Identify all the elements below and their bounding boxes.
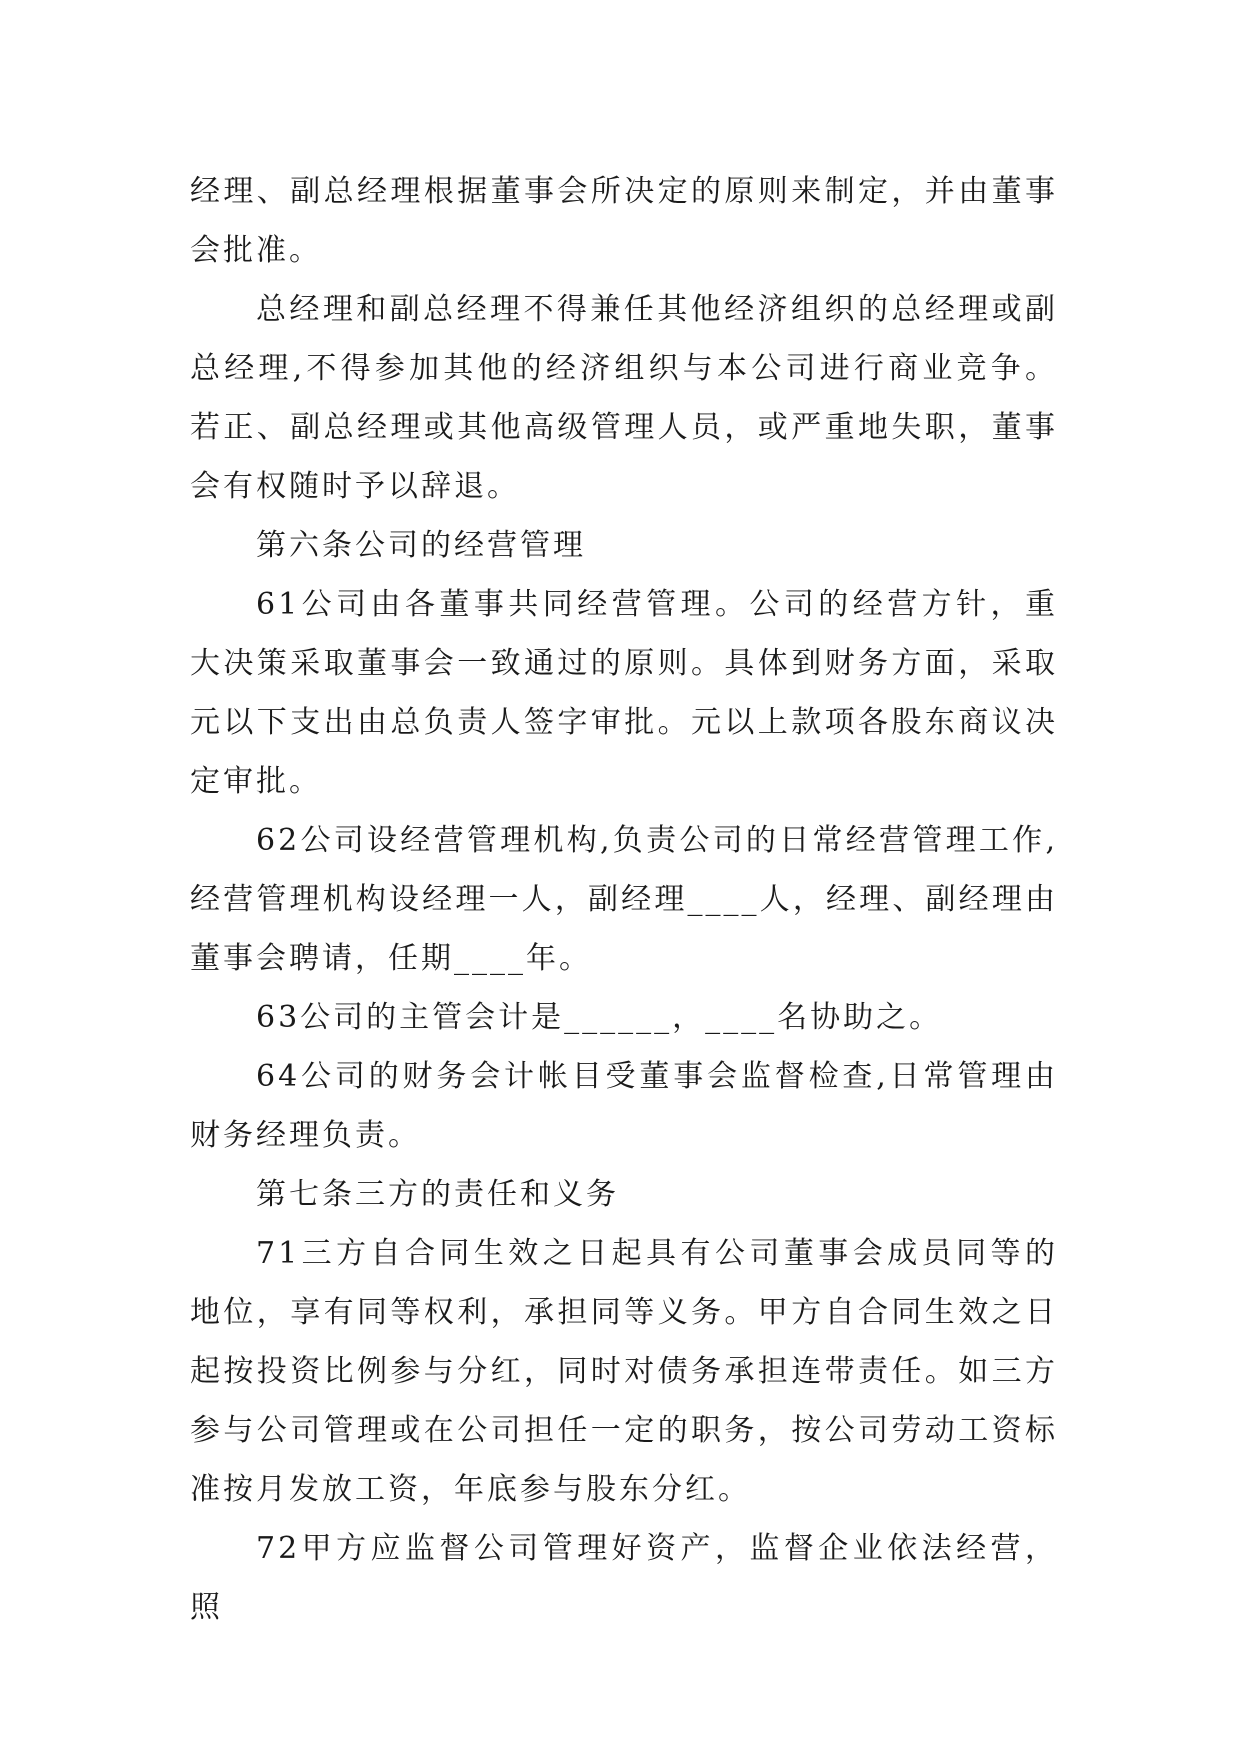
section-heading-article-7: 第七条三方的责任和义务	[256, 1177, 619, 1212]
paragraph-6-4: 64公司的财务会计帐目受董事会监督检查,日常管理由财务经理负责。	[190, 1059, 1058, 1153]
paragraph-7-2: 72甲方应监督公司管理好资产，监督企业依法经营，照	[190, 1531, 1058, 1625]
paragraph-6-1: 61公司由各董事共同经营管理。公司的经营方针，重大决策采取董事会一致通过的原则。具体到财务方面，采取元以下支出由总负责人签字审批。元以上款项各股东商议决定审批。	[190, 587, 1058, 799]
document-body	[190, 162, 1058, 1637]
paragraph-continued-approval: 经理、副总经理根据董事会所决定的原则来制定，并由董事会批准。	[190, 174, 1058, 268]
paragraph-manager-restrictions: 总经理和副总经理不得兼任其他经济组织的总经理或副总经理,不得参加其他的经济组织与本公司进行商业竞争。若正、副总经理或其他高级管理人员，或严重地失职，董事会有权随时予以辞退。	[190, 292, 1058, 504]
paragraph-6-2: 62公司设经营管理机构,负责公司的日常经营管理工作,经营管理机构设经理一人，副经理____人，经理、副经理由董事会聘请，任期____年。	[190, 823, 1058, 976]
paragraph-7-1: 71三方自合同生效之日起具有公司董事会成员同等的地位，享有同等权利，承担同等义务。甲方自合同生效之日起按投资比例参与分红，同时对债务承担连带责任。如三方参与公司管理或在公司担任一定的职务，按公司劳动工资标准按月发放工资，年底参与股东分红。	[190, 1236, 1058, 1507]
paragraph-6-3: 63公司的主管会计是______，____名协助之。	[256, 1000, 943, 1035]
section-heading-article-6: 第六条公司的经营管理	[256, 528, 586, 563]
